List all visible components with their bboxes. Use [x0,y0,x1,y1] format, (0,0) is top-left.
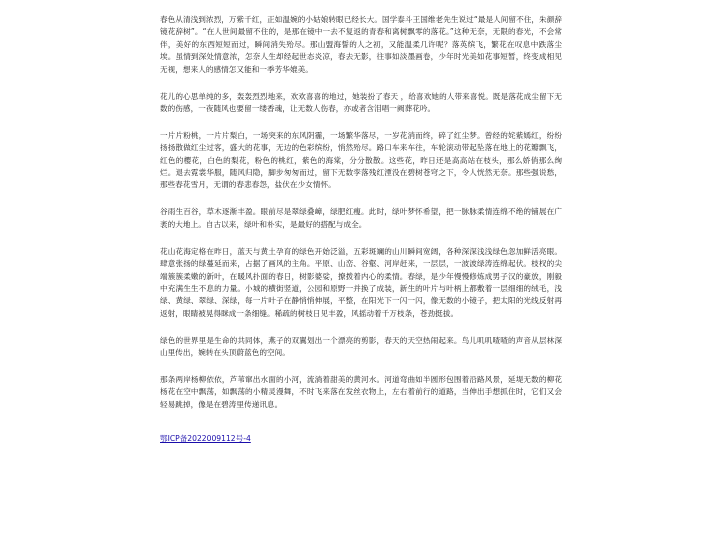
article-paragraph-2: 花儿的心思单纯的多，轰轰烈烈地来，欢欢喜喜的地过，她装扮了春天 ，给喜欢她的人带来喜悦。既是落花成尘留下无数的伤感，一夜随风也要留一缕香魂，让无数人伤春，亦或者含泪唱一阙葬花吟。 [160,91,562,113]
article-paragraph-3: 一片片粉桃，一片片梨白，一场突来的东风阴霾，一场繁华落尽，一岁花消而终，碎了红尘梦。曾经的姹紫嫣红，纷纷扬扬散做红尘过客，盛大的花事，无边的色彩缤纷，悄然殆尽。路口车来车往，车轮滚动带起坠落在地上的花瓣飘飞，红色的樱花，白色的梨花，粉色的桃红，紫色的海棠，分分散散。这些花，昨日还是高高站在枝头，那么娇俏那么绚烂。退去霓裳华服，随风归隐，脚步匆匆而过，留下无数孪落残红湮没在碧树苍穹之下，令人恍然无奈。那些强说愁，那些春花雪月，无谓的春悲春怨，盐伏在少女情怀。 [160,130,562,190]
icp-record-link[interactable]: 鄂ICP备2022009112号-4 [160,433,251,443]
article-paragraph-5: 花山花海定格在昨日，蓝天与黄土孕育的绿色开始泛溢，五彩斑斓的山川瞬间宽阔，各种深深浅浅绿色忽加鲜活亮眼。肆意张扬的绿蔓延而来，占据了画风的主角。平原、山峦、谷壑、河岸赶来，一层层，一波波绿涛连绵起伏。枝杈的尖端簇簇柔嫩的新叶，在暖风扑面的春日，树影婆娑，撩拨着内心的柔情。春绿，是少年慢慢修炼成男子汉的豪放，刚毅中充满生生不息的力量。小城的横街竖道，公园和原野一并换了成装，新生的叶片与叶柄上都敷着一层细细的绒毛，浅绿、黄绿、翠绿、深绿，每一片叶子在静悄悄伸展，平整，在阳光下一闪一闪，像无数的小镜子，把太阳的光线反射再返射，眼睛被晃得眯成一条细缝。稀疏的树枝日见丰盈，风摇动着千万枝条，苍劲挺拔。 [160,246,562,318]
article-paragraph-6: 绿色的世界里是生命的共同体，燕子的双翼划出一个漂亮的剪影，春天的天空热闹起来。鸟儿叽叽喳喳的声音从层林深山里传出，婉转在头顶蔚蓝色的空间。 [160,335,562,358]
article-content [160,14,562,445]
article-paragraph-1: 春色从清浅到浓烈，万紫千红，正如温婉的小姑娘转眼已经长大。国学泰斗王国维老先生说过“最是人间留不住，朱颜辞镜花辞树”。“在人世间最留不住的，是那在镜中一去不复返的青春和离树飘零的落花。”这种无奈，无限的春光，不会常伴，美好的东西短短而过，瞬间消失殆尽。那山盟海誓的人之初，又能温柔几许呢？落英缤飞，繁花在叹息中跌落尘埃。虽情到深处情意浓，怎奈人生却经起世态炎凉，春去无影，往事如淡墨画卷，少年时光美如花事短暂，终变成相见无视，想来人的感情怎又能和一季芳华媲美。 [160,15,562,74]
article-paragraph-4: 谷雨生百谷，草木逐渐丰盈。眼前尽是翠绿叠嶂，绿肥红瘦。此时，绿叶梦怀希望，把一脉脉柔情连绵不绝的铺展在广袤的大地上。自古以来，绿叶和朴实，是最好的搭配与成全。 [160,207,562,229]
article-paragraph-7: 那条两岸杨柳依依，芦苇窜出水面的小河，流淌着甜美的黄河水。河道弯曲如半圆形包围着沿路风景，延堤无数的柳花杨花在空中飘荡，如飘荡的小精灵漫舞，不时飞来落在发丝衣物上，左右着前行的道路，当伸出手想抓住时，它们又会轻易跳掉，像是在碧涛里传递讯息。 [160,374,562,409]
